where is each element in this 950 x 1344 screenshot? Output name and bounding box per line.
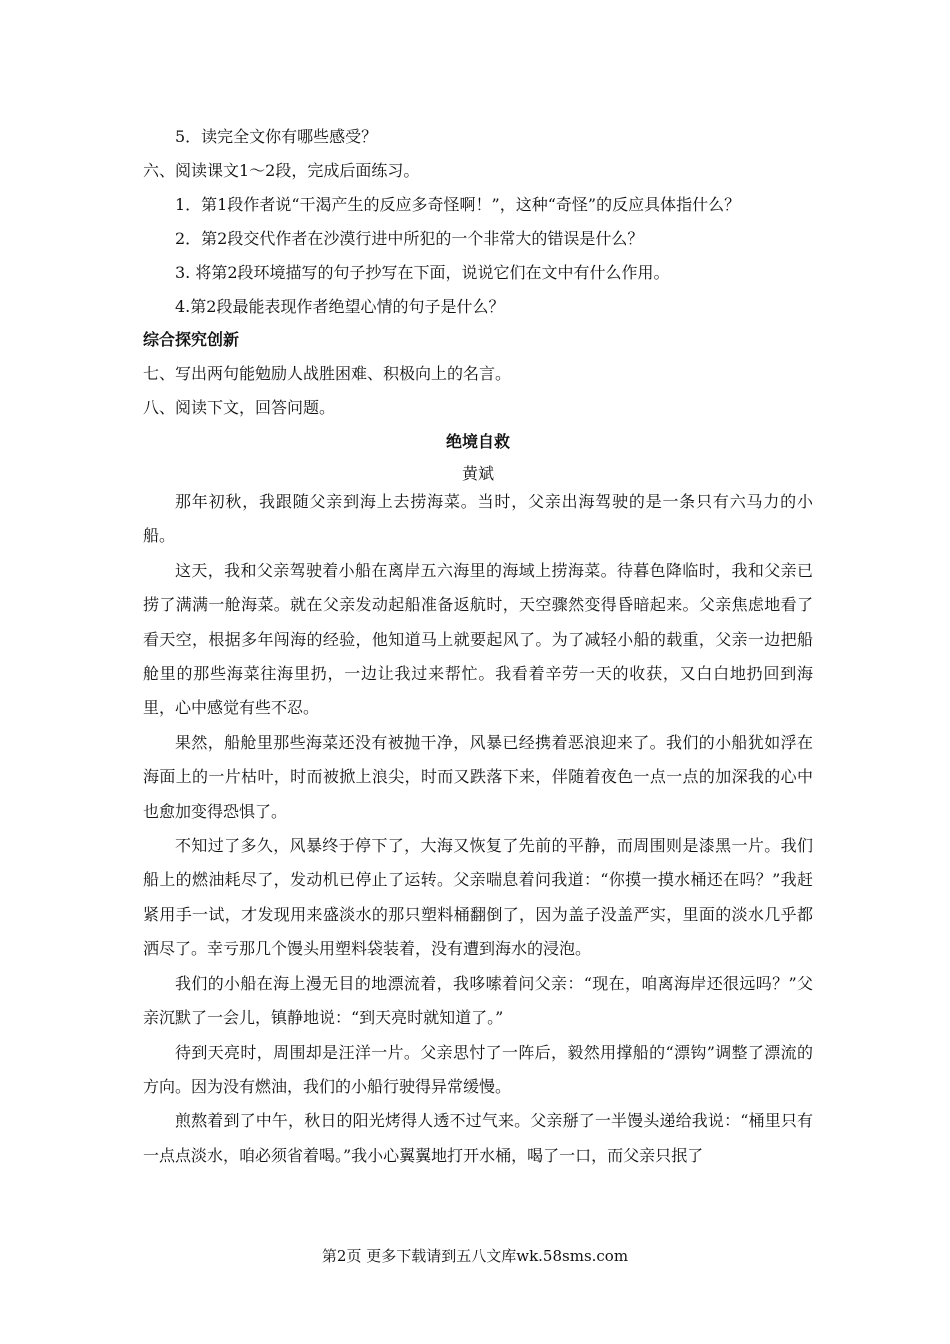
section-6-heading: 六、阅读课文1～2段，完成后面练习。 xyxy=(143,161,420,180)
story-paragraph: 不知过了多久，风暴终于停下了，大海又恢复了先前的平静，而周围则是漆黑一片。我们船上的燃油耗尽了，发动机已停止了运转。父亲喘息着问我道：“你摸一摸水桶还在吗？”我赶紧用手一试，才发现用来盛淡水的那只塑料桶翻倒了，因为盖子没盖严实，里面的淡水几乎都洒尽了。幸亏那几个馒头用塑料袋装着，没有遭到海水的浸泡。 xyxy=(143,836,813,959)
story-paragraph: 待到天亮时，周围却是汪洋一片。父亲思忖了一阵后，毅然用撑船的“漂钩”调整了漂流的方向。因为没有燃油，我们的小船行驶得异常缓慢。 xyxy=(143,1042,813,1096)
story-body xyxy=(143,485,813,1173)
section-6-question-1: 1．第1段作者说“干渴产生的反应多奇怪啊！”，这种“奇怪”的反应具体指什么？ xyxy=(175,195,741,214)
section-6-question-2: 2．第2段交代作者在沙漠行进中所犯的一个非常大的错误是什么？ xyxy=(175,229,644,248)
story-title: 绝境自救 xyxy=(445,432,510,451)
section-6-question-4: 4.第2段最能表现作者绝望心情的句子是什么？ xyxy=(175,297,505,316)
story-paragraph: 果然，船舱里那些海菜还没有被抛干净，风暴已经携着恶浪迎来了。我们的小船犹如浮在海面上的一片枯叶，时而被掀上浪尖，时而又跌落下来，伴随着夜色一点一点的加深我的心中也愈加变得恐惧了。 xyxy=(143,732,813,821)
part-title: 综合探究创新 xyxy=(143,330,240,349)
section-8-heading: 八、阅读下文，回答问题。 xyxy=(143,398,336,417)
section-6-question-3: 3. 将第2段环境描写的句子抄写在下面，说说它们在文中有什么作用。 xyxy=(175,263,670,282)
story-paragraph: 煎熬着到了中午，秋日的阳光烤得人透不过气来。父亲掰了一半馒头递给我说：“桶里只有一点点淡水，咱必须省着喝。”我小心翼翼地打开水桶，喝了一口，而父亲只抿了 xyxy=(143,1111,813,1165)
story-author: 黄斌 xyxy=(461,464,494,483)
story-paragraph: 那年初秋，我跟随父亲到海上去捞海菜。当时，父亲出海驾驶的是一条只有六马力的小船。 xyxy=(143,492,813,546)
page-footer: 第2页 更多下载请到五八文库wk.58sms.com xyxy=(321,1247,629,1265)
story-paragraph: 这天，我和父亲驾驶着小船在离岸五六海里的海域上捞海菜。待暮色降临时，我和父亲已捞了满满一舱海菜。就在父亲发动起船准备返航时，天空骤然变得昏暗起来。父亲焦虑地看了看天空，根据多年闯海的经验，他知道马上就要起风了。为了减轻小船的载重，父亲一边把船舱里的那些海菜往海里扔，一边让我过来帮忙。我看着辛劳一天的收获，又白白地扔回到海里，心中感觉有些不忍。 xyxy=(143,560,813,718)
story-paragraph: 我们的小船在海上漫无目的地漂流着，我哆嗦着问父亲：“现在，咱离海岸还很远吗？”父亲沉默了一会儿，镇静地说：“到天亮时就知道了。” xyxy=(143,973,813,1028)
question-5: 5．读完全文你有哪些感受？ xyxy=(175,127,378,146)
section-7-heading: 七、写出两句能勉励人战胜困难、积极向上的名言。 xyxy=(143,364,512,383)
